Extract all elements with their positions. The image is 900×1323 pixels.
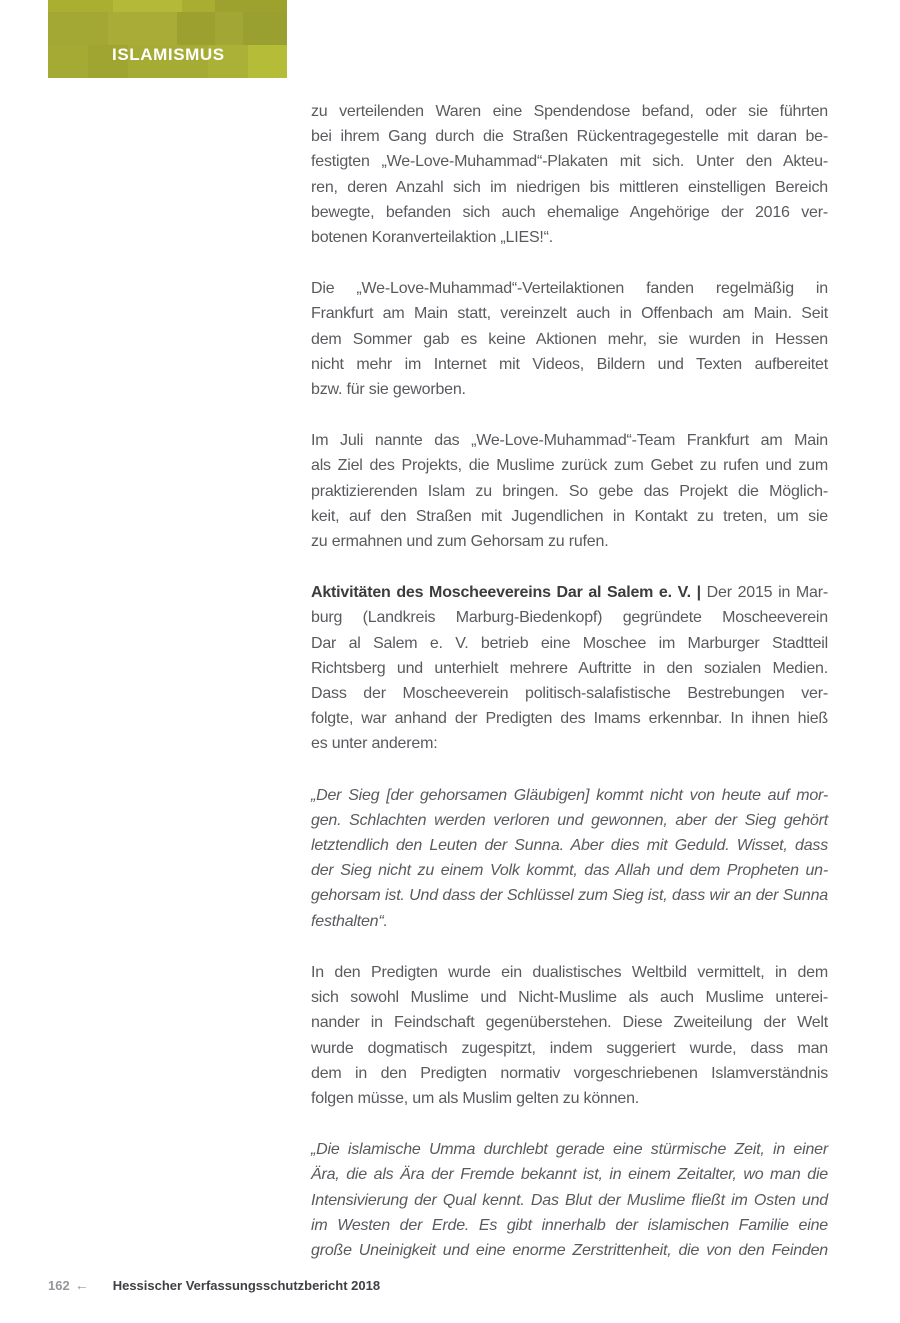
text-line: Dar al Salem e. V. betrieb eine Moschee im Marburger Stadtteil <box>311 634 828 652</box>
text-line: Im Juli nannte das „We-Love-Muhammad“-Team Frankfurt am Main <box>311 432 828 450</box>
paragraph <box>311 580 828 756</box>
text-line: botenen Koranverteilaktion „LIES!“. <box>311 229 554 247</box>
mosaic-tile <box>113 0 182 12</box>
text-line: sich sowohl Muslime und Nicht-Muslime als auch Muslime unterei- <box>311 989 828 1007</box>
text-line: burg (Landkreis Marburg-Biedenkopf) gegründete Moscheeverein <box>311 609 828 627</box>
section-title: ISLAMISMUS <box>112 45 225 64</box>
text-line: letztendlich den Leuten der Sunna. Aber dies mit Geduld. Wisset, dass <box>311 837 828 855</box>
text-line: nander in Feindschaft gegenüberstehen. Diese Zweiteilung der Welt <box>311 1014 828 1032</box>
text-line: bei ihrem Gang durch die Straßen Rückentragegestelle mit daran be- <box>311 128 828 146</box>
text-line: dem Sommer gab es keine Aktionen mehr, sie wurden in Hessen <box>311 330 828 348</box>
paragraph <box>311 99 828 250</box>
section-header-badge <box>48 0 287 78</box>
text-line: Die „We-Love-Muhammad“-Verteilaktionen fanden regelmäßig in <box>311 280 828 298</box>
text-line: In den Predigten wurde ein dualistisches Weltbild vermittelt, in dem <box>311 963 828 981</box>
text-line: Ära, die als Ära der Fremde bekannt ist, in einem Zeitalter, wo man die <box>311 1166 828 1184</box>
text-line: zu ermahnen und zum Gehorsam zu rufen. <box>311 533 609 551</box>
text-line: folgen müsse, um als Muslim gelten zu können. <box>311 1089 640 1107</box>
text-line: Frankfurt am Main statt, vereinzelt auch in Offenbach am Main. Seit <box>311 305 828 323</box>
footer-document-title: Hessischer Verfassungsschutzbericht 2018 <box>112 1278 381 1293</box>
text-line: bzw. für sie geworben. <box>311 381 466 399</box>
inline-subheading-rest: Der 2015 in Mar- <box>706 584 828 602</box>
mosaic-tile <box>177 12 215 45</box>
page-number: 162 <box>48 1278 70 1293</box>
mosaic-tile <box>243 12 287 45</box>
text-line: große Uneinigkeit und eine enorme Zerstrittenheit, die von den Feinden <box>311 1241 828 1259</box>
text-line: keit, auf den Straßen mit Jugendlichen in Kontakt zu treten, um sie <box>311 507 828 525</box>
text-line: als Ziel des Projekts, die Muslime zurück zum Gebet zu rufen und zum <box>311 457 828 475</box>
mosaic-tile <box>48 0 113 12</box>
text-line: ren, deren Anzahl sich im niedrigen bis mittleren einstelligen Bereich <box>311 178 828 196</box>
text-line: festigten „We-Love-Muhammad“-Plakaten mit sich. Unter den Akteu- <box>311 153 828 171</box>
text-line: wurde dogmatisch zugespitzt, indem suggeriert wurde, dass man <box>311 1039 828 1057</box>
text-line: Intensivierung der Qual kennt. Das Blut der Muslime fließt im Osten und <box>311 1191 828 1209</box>
page-body <box>311 99 828 1263</box>
paragraph <box>311 276 828 402</box>
paragraph <box>311 428 828 554</box>
mosaic-tile <box>108 12 177 45</box>
text-line: zu verteilenden Waren eine Spendendose befand, oder sie führten <box>311 103 828 120</box>
text-line: „Der Sieg [der gehorsamen Gläubigen] kommt nicht von heute auf mor- <box>311 786 828 804</box>
text-line: festhalten“. <box>311 912 388 930</box>
text-line: praktizierenden Islam zu bringen. So gebe das Projekt die Möglich- <box>311 482 828 500</box>
mosaic-tile <box>215 12 243 45</box>
mosaic-tile <box>48 12 108 45</box>
mosaic-tile <box>215 0 287 12</box>
quote-paragraph <box>311 783 828 934</box>
quote-paragraph <box>311 1137 828 1263</box>
back-arrow-icon: ← <box>74 1277 89 1293</box>
text-line: dem in den Predigten normativ vorgeschriebenen Islamverständnis <box>311 1064 828 1082</box>
page-footer <box>48 1277 380 1293</box>
text-line: der Sieg nicht zu einem Volk kommt, das Allah und dem Propheten un- <box>311 862 828 880</box>
mosaic-tile <box>248 45 287 78</box>
text-line: es unter anderem: <box>311 735 438 753</box>
text-line: gehorsam ist. Und dass der Schlüssel zum Sieg ist, dass wir an der Sunna <box>311 887 828 905</box>
mosaic-tile <box>182 0 215 12</box>
text-line: gen. Schlachten werden verloren und gewonnen, aber der Sieg gehört <box>311 811 828 829</box>
text-line: Richtsberg und unterhielt mehrere Auftritte in den sozialen Medien. <box>311 659 828 677</box>
text-line: „Die islamische Umma durchlebt gerade eine stürmische Zeit, in einer <box>311 1141 828 1159</box>
inline-subheading: Aktivitäten des Moscheevereins Dar al Salem e. V. | <box>311 584 707 602</box>
text-line: nicht mehr im Internet mit Videos, Bildern und Texten aufbereitet <box>311 355 828 373</box>
text-line: folgte, war anhand der Predigten des Imams erkennbar. In ihnen hieß <box>311 710 828 728</box>
paragraph <box>311 960 828 1111</box>
text-line: Dass der Moscheeverein politisch-salafistische Bestrebungen ver- <box>311 685 828 703</box>
text-line <box>311 580 828 605</box>
text-line: bewegte, befanden sich auch ehemalige Angehörige der 2016 ver- <box>311 203 828 221</box>
mosaic-tile <box>48 45 88 78</box>
text-line: im Westen der Erde. Es gibt innerhalb der islamischen Familie eine <box>311 1216 828 1234</box>
